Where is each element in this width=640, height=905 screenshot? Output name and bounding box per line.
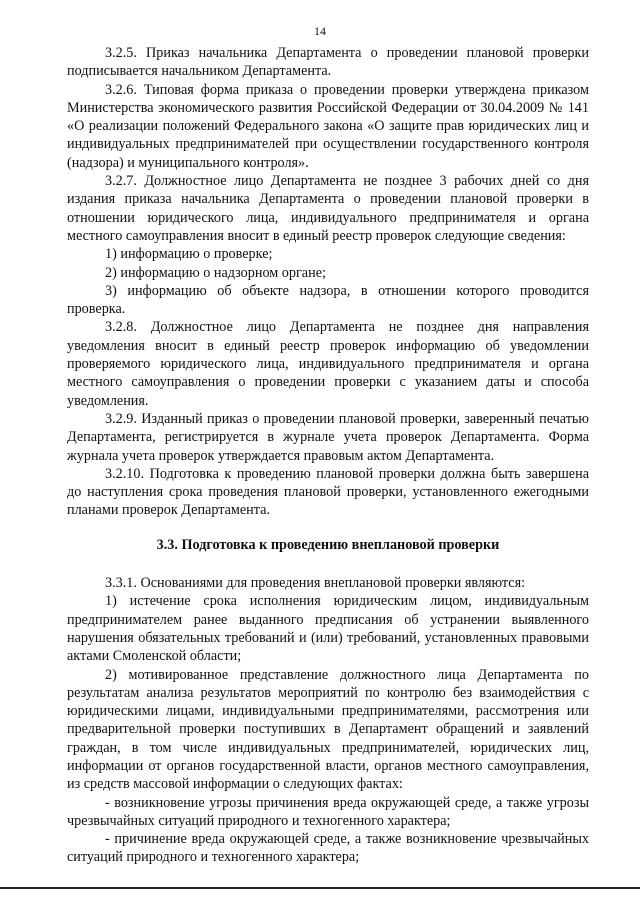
paragraph-3-2-9: 3.2.9. Изданный приказ о проведении плановой проверки, заверенный печатью Департамента, регистрируется в журнале учета проверок Департамента. Форма журнала учета проверок утверждается правовым актом Департамента. [67,410,589,464]
paragraph-3-2-7: 3.2.7. Должностное лицо Департамента не позднее 3 рабочих дней со дня издания приказа начальника Департамента о проведении плановой проверки в отношении юридического лица, индивидуального предпринимателя и органа местного самоуправления вносит в единый реестр проверок следующие сведения: [67,173,589,244]
list-item-3-2-7-2: 2) информацию о надзорном органе; [105,264,326,281]
paragraph-3-2-5: 3.2.5. Приказ начальника Департамента о проведении плановой проверки подписывается начальником Департамента. [67,45,589,80]
dash-item-1: - возникновение угрозы причинения вреда окружающей среде, а также угрозы чрезвычайных ситуаций природного и техногенного характера; [67,794,589,829]
dash-item-2: - причинение вреда окружающей среде, а также возникновение чрезвычайных ситуаций природного и техногенного характера; [67,831,589,866]
document-body [67,44,589,867]
paragraph-3-3-1: 3.3.1. Основаниями для проведения внеплановой проверки являются: [105,575,526,592]
list-item-3-2-7-1: 1) информацию о проверке; [105,246,273,263]
bottom-rule [0,887,640,889]
page-number: 14 [314,24,326,38]
list-item-3-3-1-1: 1) истечение срока исполнения юридическим лицом, индивидуальным предпринимателем ранее выданного предписания об устранении выявленного нарушения обязательных требований и (или) требований, установленных правовыми актами Смоленской области; [67,593,589,665]
list-item-3-2-7-3: 3) информацию об объекте надзора, в отношении которого проводится проверка. [67,282,589,318]
paragraph-3-2-8: 3.2.8. Должностное лицо Департамента не позднее дня направления уведомления вносит в единый реестр проверок информацию об уведомлении проверяемого юридического лица, индивидуального предпринимателя и органа местного самоуправления о проведении проверки с указанием даты и способа уведомления. [67,319,589,409]
paragraph-3-2-6: 3.2.6. Типовая форма приказа о проведении проверки утверждена приказом Министерства экономического развития Российской Федерации от 30.04.2009 № 141 «О реализации положений Федерального закона «О защите прав юридических лиц и индивидуальных предпринимателей при осуществлении государственного контроля (надзора) и муниципального контроля». [67,81,589,171]
section-heading-3-3: 3.3. Подготовка к проведению внеплановой проверки [156,536,500,553]
list-item-3-3-1-2: 2) мотивированное представление должностного лица Департамента по результатам анализа результатов мероприятий по контролю без взаимодействия с юридическими лицами, индивидуальными предпринимателями, рассмотрения или предварительной проверки поступивших в Департамент обращений и заявлений граждан, в том числе индивидуальных предпринимателей, юридических лиц, информации от органов государственной власти, органов местного самоуправления, из средств массовой информации о следующих фактах: [67,666,589,793]
paragraph-3-2-10: 3.2.10. Подготовка к проведению плановой проверки должна быть завершена до наступления срока проведения плановой проверки, установленного ежегодными планами проверок Департамента. [67,465,589,519]
